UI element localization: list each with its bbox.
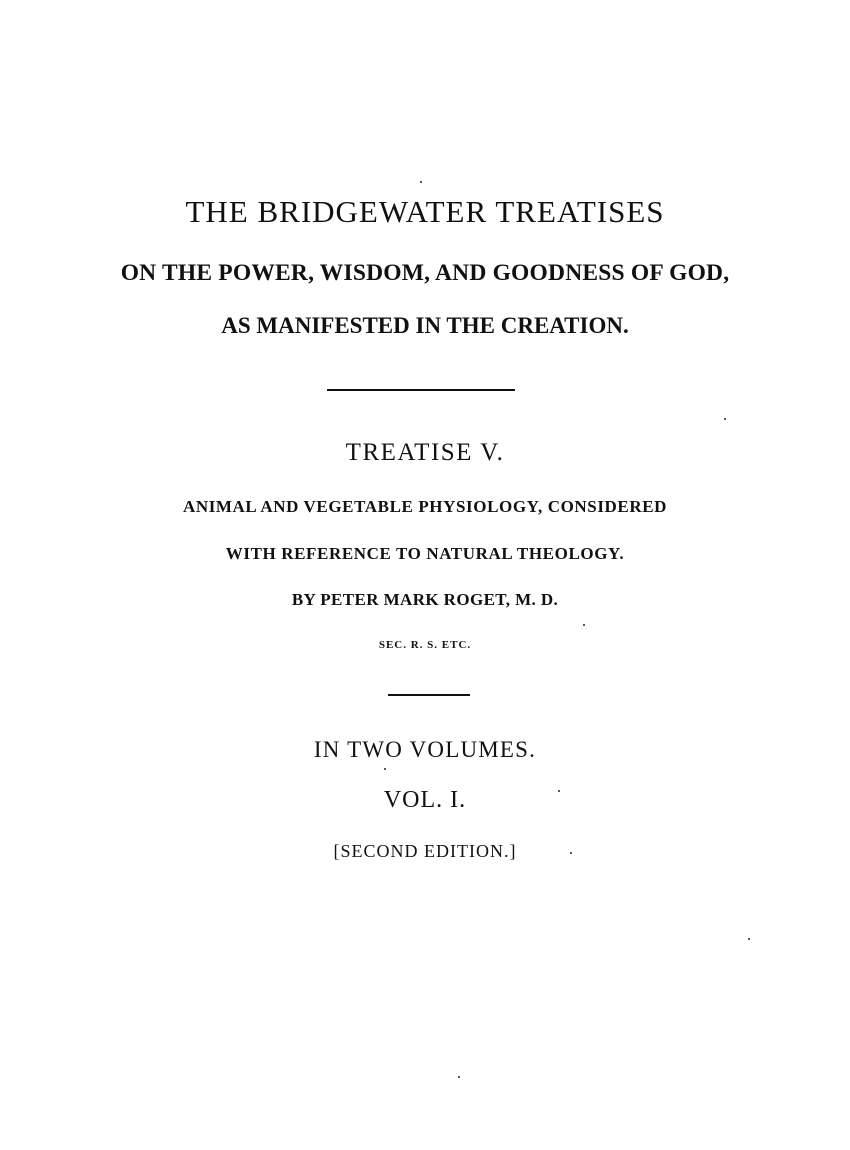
- print-speck: [558, 790, 560, 792]
- treatise-title-line-2: WITH REFERENCE TO NATURAL THEOLOGY.: [225, 544, 625, 563]
- treatise-number: TREATISE V.: [345, 439, 505, 466]
- author-line: BY PETER MARK ROGET, M. D.: [291, 590, 559, 609]
- print-speck: [583, 624, 585, 626]
- print-speck: [384, 768, 386, 770]
- volume-number: VOL. I.: [383, 787, 467, 813]
- print-speck: [724, 418, 726, 420]
- treatise-title-line-1: ANIMAL AND VEGETABLE PHYSIOLOGY, CONSIDERED: [182, 497, 668, 516]
- divider-rule-bottom: [388, 694, 470, 696]
- edition-line: [SECOND EDITION.]: [333, 841, 517, 861]
- volumes-line: IN TWO VOLUMES.: [313, 737, 537, 762]
- subtitle-line-2: AS MANIFESTED IN THE CREATION.: [221, 313, 629, 338]
- divider-rule-top: [327, 389, 515, 391]
- author-credentials: SEC. R. S. ETC.: [378, 639, 472, 651]
- print-speck: [458, 1076, 460, 1078]
- print-speck: [420, 181, 422, 183]
- subtitle-line-1: ON THE POWER, WISDOM, AND GOODNESS OF GOD,: [120, 260, 730, 286]
- print-speck: [748, 938, 750, 940]
- series-title: THE BRIDGEWATER TREATISES: [185, 194, 665, 229]
- print-speck: [570, 852, 572, 854]
